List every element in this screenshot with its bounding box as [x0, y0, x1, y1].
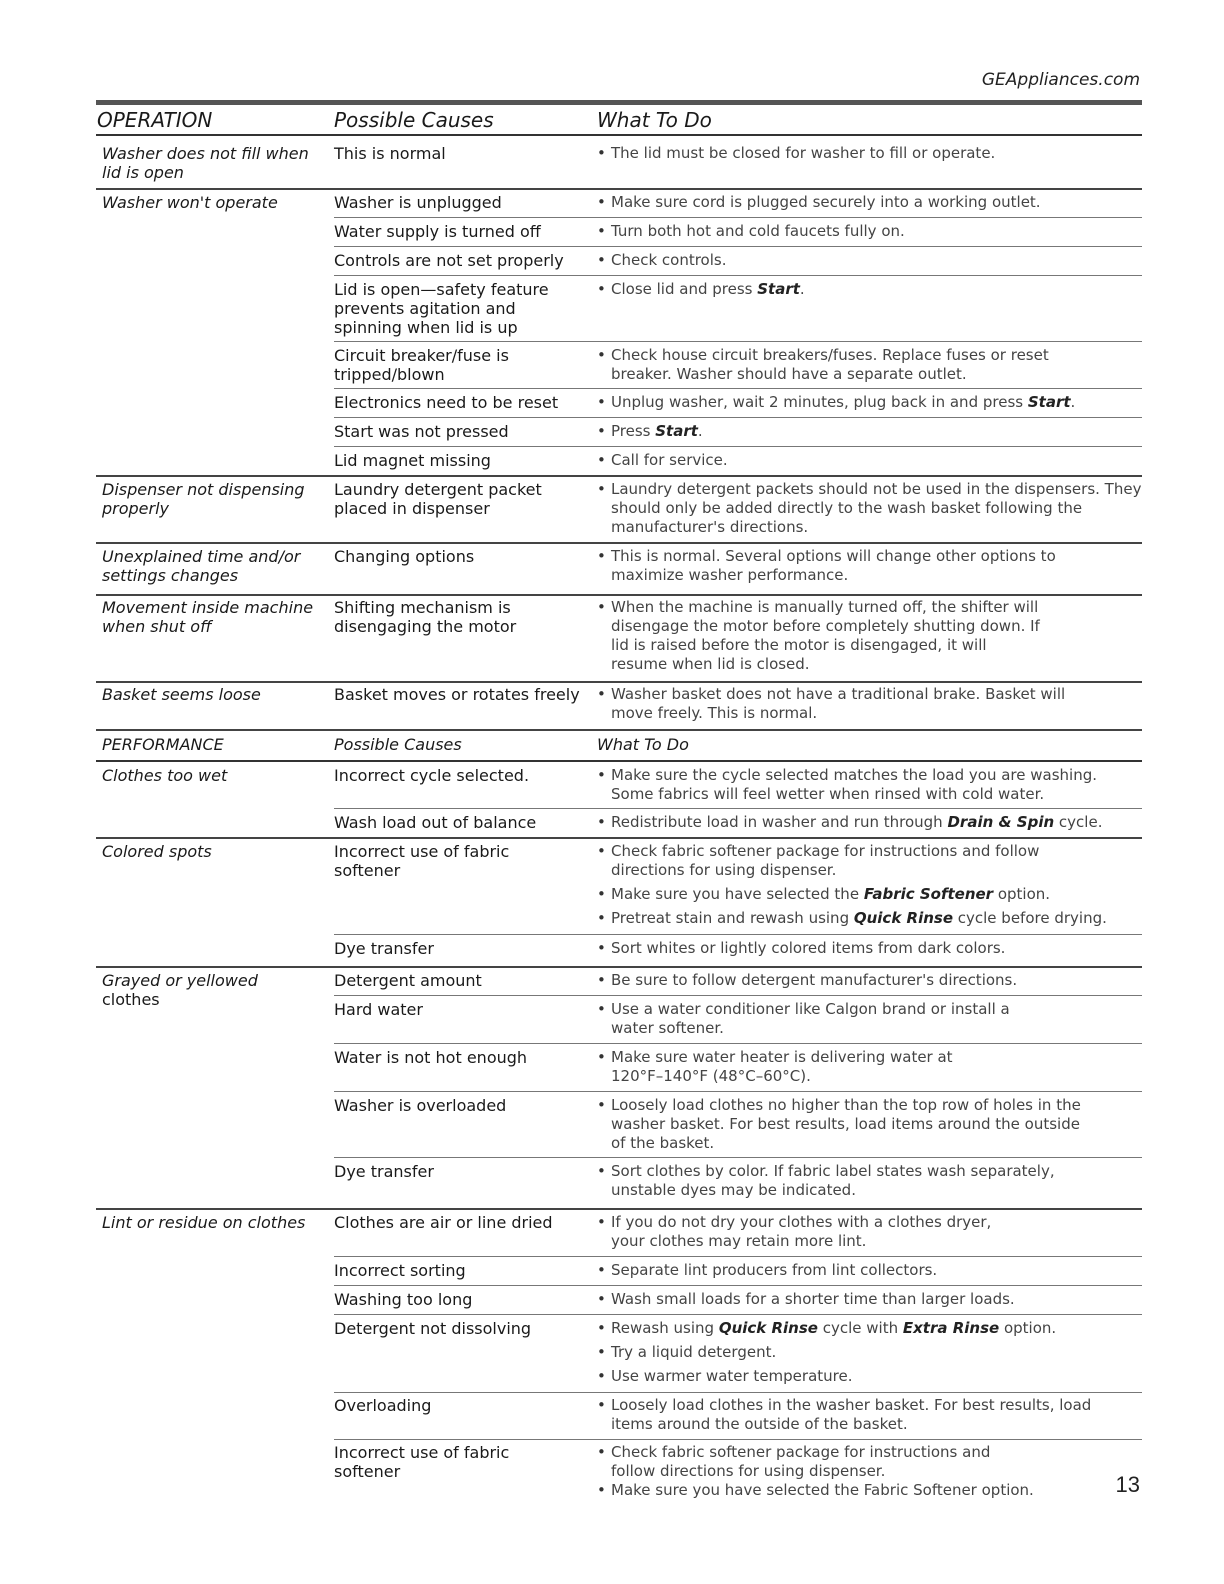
- cause-label: Water is not hot enough: [334, 1048, 528, 1067]
- sub-rule: [334, 446, 1142, 447]
- sub-rule: [334, 1314, 1142, 1315]
- cause-label: Detergent not dissolving: [334, 1319, 532, 1338]
- todo-text: • Check house circuit breakers/fuses. Replace fuses or reset breaker. Washer should have a separate outlet.: [597, 346, 1057, 384]
- sub-rule: [334, 246, 1142, 247]
- problem-label: Grayed or yellowed clothes: [102, 971, 258, 1009]
- cause-label: Lid is open—safety feature prevents agitation and spinning when lid is up: [334, 280, 549, 337]
- problem-label: Unexplained time and/or settings changes: [102, 547, 301, 585]
- header-rule: [96, 134, 1142, 136]
- problem-label: Dispenser not dispensing properly: [102, 480, 305, 518]
- col-header-causes: Possible Causes: [334, 108, 494, 132]
- todo-text: • Make sure the cycle selected matches the load you are washing. Some fabrics will feel wetter when rinsed with cold water.: [597, 766, 1117, 804]
- todo-text: • Turn both hot and cold faucets fully on.: [597, 222, 1142, 241]
- sub-rule: [334, 1157, 1142, 1158]
- todo-text: • Check controls.: [597, 251, 1142, 270]
- problem-label: Basket seems loose: [102, 685, 261, 704]
- sub-rule: [334, 995, 1142, 996]
- row-rule: [96, 475, 1142, 477]
- todo-text: • The lid must be closed for washer to fill or operate.: [597, 144, 1142, 163]
- cause-label: Dye transfer: [334, 1162, 434, 1181]
- col-header-todo: What To Do: [597, 735, 689, 754]
- todo-text: • Check fabric softener package for instructions and follow directions for using dispenser. • Make sure you have selected the Fabric Softener option.: [597, 1443, 1037, 1500]
- row-rule: [96, 594, 1142, 596]
- cause-label: Washer is overloaded: [334, 1096, 507, 1115]
- problem-label: Movement inside machine when shut off: [102, 598, 314, 636]
- todo-text: • Loosely load clothes in the washer basket. For best results, load items around the outside of the basket.: [597, 1396, 1097, 1434]
- cause-label: Water supply is turned off: [334, 222, 541, 241]
- page-number: 13: [1115, 1472, 1140, 1497]
- col-header-operation: OPERATION: [97, 108, 213, 132]
- todo-text: • Be sure to follow detergent manufacturer's directions.: [597, 971, 1142, 990]
- cause-label: Incorrect use of fabric softener: [334, 842, 510, 880]
- cause-label: Washing too long: [334, 1290, 473, 1309]
- todo-text: • Make sure cord is plugged securely into a working outlet.: [597, 193, 1142, 212]
- cause-label: Incorrect cycle selected.: [334, 766, 530, 785]
- todo-text: • Press Start.: [597, 422, 1142, 441]
- header-rule: [96, 760, 1142, 762]
- row-rule: [96, 837, 1142, 839]
- todo-text: • Close lid and press Start.: [597, 280, 1142, 299]
- cause-label: Controls are not set properly: [334, 251, 564, 270]
- cause-label: Clothes are air or line dried: [334, 1213, 553, 1232]
- sub-rule: [334, 1439, 1142, 1440]
- cause-label: Lid magnet missing: [334, 451, 491, 470]
- site-url: GEAppliances.com: [981, 70, 1140, 90]
- todo-text: • This is normal. Several options will change other options to maximize washer performance.: [597, 547, 1067, 585]
- col-header-causes: Possible Causes: [334, 735, 462, 754]
- todo-text: • Laundry detergent packets should not be used in the dispensers. They should only be added directly to the wash basket following the manufacturer's directions.: [597, 480, 1142, 537]
- todo-text: • Unplug washer, wait 2 minutes, plug back in and press Start.: [597, 393, 1142, 412]
- sub-rule: [334, 388, 1142, 389]
- top-rule: [96, 100, 1142, 105]
- todo-text: • Wash small loads for a shorter time than larger loads.: [597, 1290, 1142, 1309]
- cause-label: This is normal: [334, 144, 446, 163]
- todo-text: • Washer basket does not have a traditional brake. Basket will move freely. This is normal.: [597, 685, 1067, 723]
- todo-text: • When the machine is manually turned off, the shifter will disengage the motor before completely shutting down. If lid is raised before the motor is disengaged, it will resume when lid is closed.: [597, 598, 1047, 674]
- todo-text: • Sort clothes by color. If fabric label states wash separately, unstable dyes may be indicated.: [597, 1162, 1067, 1200]
- cause-label: Dye transfer: [334, 939, 434, 958]
- sub-rule: [334, 1285, 1142, 1286]
- todo-text: • Redistribute load in washer and run through Drain & Spin cycle.: [597, 813, 1142, 832]
- sub-rule: [334, 934, 1142, 935]
- cause-label: Hard water: [334, 1000, 423, 1019]
- todo-text: • If you do not dry your clothes with a clothes dryer, your clothes may retain more lint.: [597, 1213, 1027, 1251]
- todo-text: • Rewash using Quick Rinse cycle with Extra Rinse option. • Try a liquid detergent. • Use warmer water temperature.: [597, 1319, 1142, 1386]
- problem-label: Washer does not fill when lid is open: [102, 144, 309, 182]
- row-rule: [96, 966, 1142, 968]
- row-rule: [96, 188, 1142, 190]
- row-rule: [96, 681, 1142, 683]
- cause-label: Detergent amount: [334, 971, 482, 990]
- cause-label: Start was not pressed: [334, 422, 509, 441]
- todo-text: • Check fabric softener package for instructions and follow directions for using dispenser. • Make sure you have selected the Fabric Softener option. • Pretreat stain and rewash using Quick Rinse cycle before drying.: [597, 842, 1067, 928]
- todo-text: • Separate lint producers from lint collectors.: [597, 1261, 1142, 1280]
- problem-label: Clothes too wet: [102, 766, 228, 785]
- sub-rule: [334, 341, 1142, 342]
- cause-label: Overloading: [334, 1396, 432, 1415]
- row-rule: [96, 729, 1142, 731]
- cause-label: Incorrect use of fabric softener: [334, 1443, 510, 1481]
- cause-label: Electronics need to be reset: [334, 393, 559, 412]
- cause-label: Shifting mechanism is disengaging the motor: [334, 598, 517, 636]
- cause-label: Changing options: [334, 547, 475, 566]
- sub-rule: [334, 808, 1142, 809]
- sub-rule: [334, 1392, 1142, 1393]
- col-header-todo: What To Do: [597, 108, 712, 132]
- todo-text: • Call for service.: [597, 451, 1142, 470]
- cause-label: Incorrect sorting: [334, 1261, 466, 1280]
- cause-label: Basket moves or rotates freely: [334, 685, 580, 704]
- problem-label: Colored spots: [102, 842, 212, 861]
- todo-text: • Sort whites or lightly colored items from dark colors.: [597, 939, 1142, 958]
- todo-text: • Make sure water heater is delivering water at 120°F–140°F (48°C–60°C).: [597, 1048, 977, 1086]
- sub-rule: [334, 1043, 1142, 1044]
- todo-text: • Loosely load clothes no higher than the top row of holes in the washer basket. For best results, load items around the outside of the basket.: [597, 1096, 1087, 1153]
- sub-rule: [334, 1256, 1142, 1257]
- row-rule: [96, 1208, 1142, 1210]
- cause-label: Wash load out of balance: [334, 813, 537, 832]
- problem-label: Lint or residue on clothes: [102, 1213, 306, 1232]
- sub-rule: [334, 417, 1142, 418]
- cause-label: Washer is unplugged: [334, 193, 502, 212]
- col-header-performance: PERFORMANCE: [102, 735, 224, 754]
- todo-text: • Use a water conditioner like Calgon brand or install a water softener.: [597, 1000, 1017, 1038]
- row-rule: [96, 542, 1142, 544]
- cause-label: Laundry detergent packet placed in dispenser: [334, 480, 542, 518]
- problem-label: Washer won't operate: [102, 193, 278, 212]
- sub-rule: [334, 275, 1142, 276]
- sub-rule: [334, 1091, 1142, 1092]
- sub-rule: [334, 217, 1142, 218]
- cause-label: Circuit breaker/fuse is tripped/blown: [334, 346, 509, 384]
